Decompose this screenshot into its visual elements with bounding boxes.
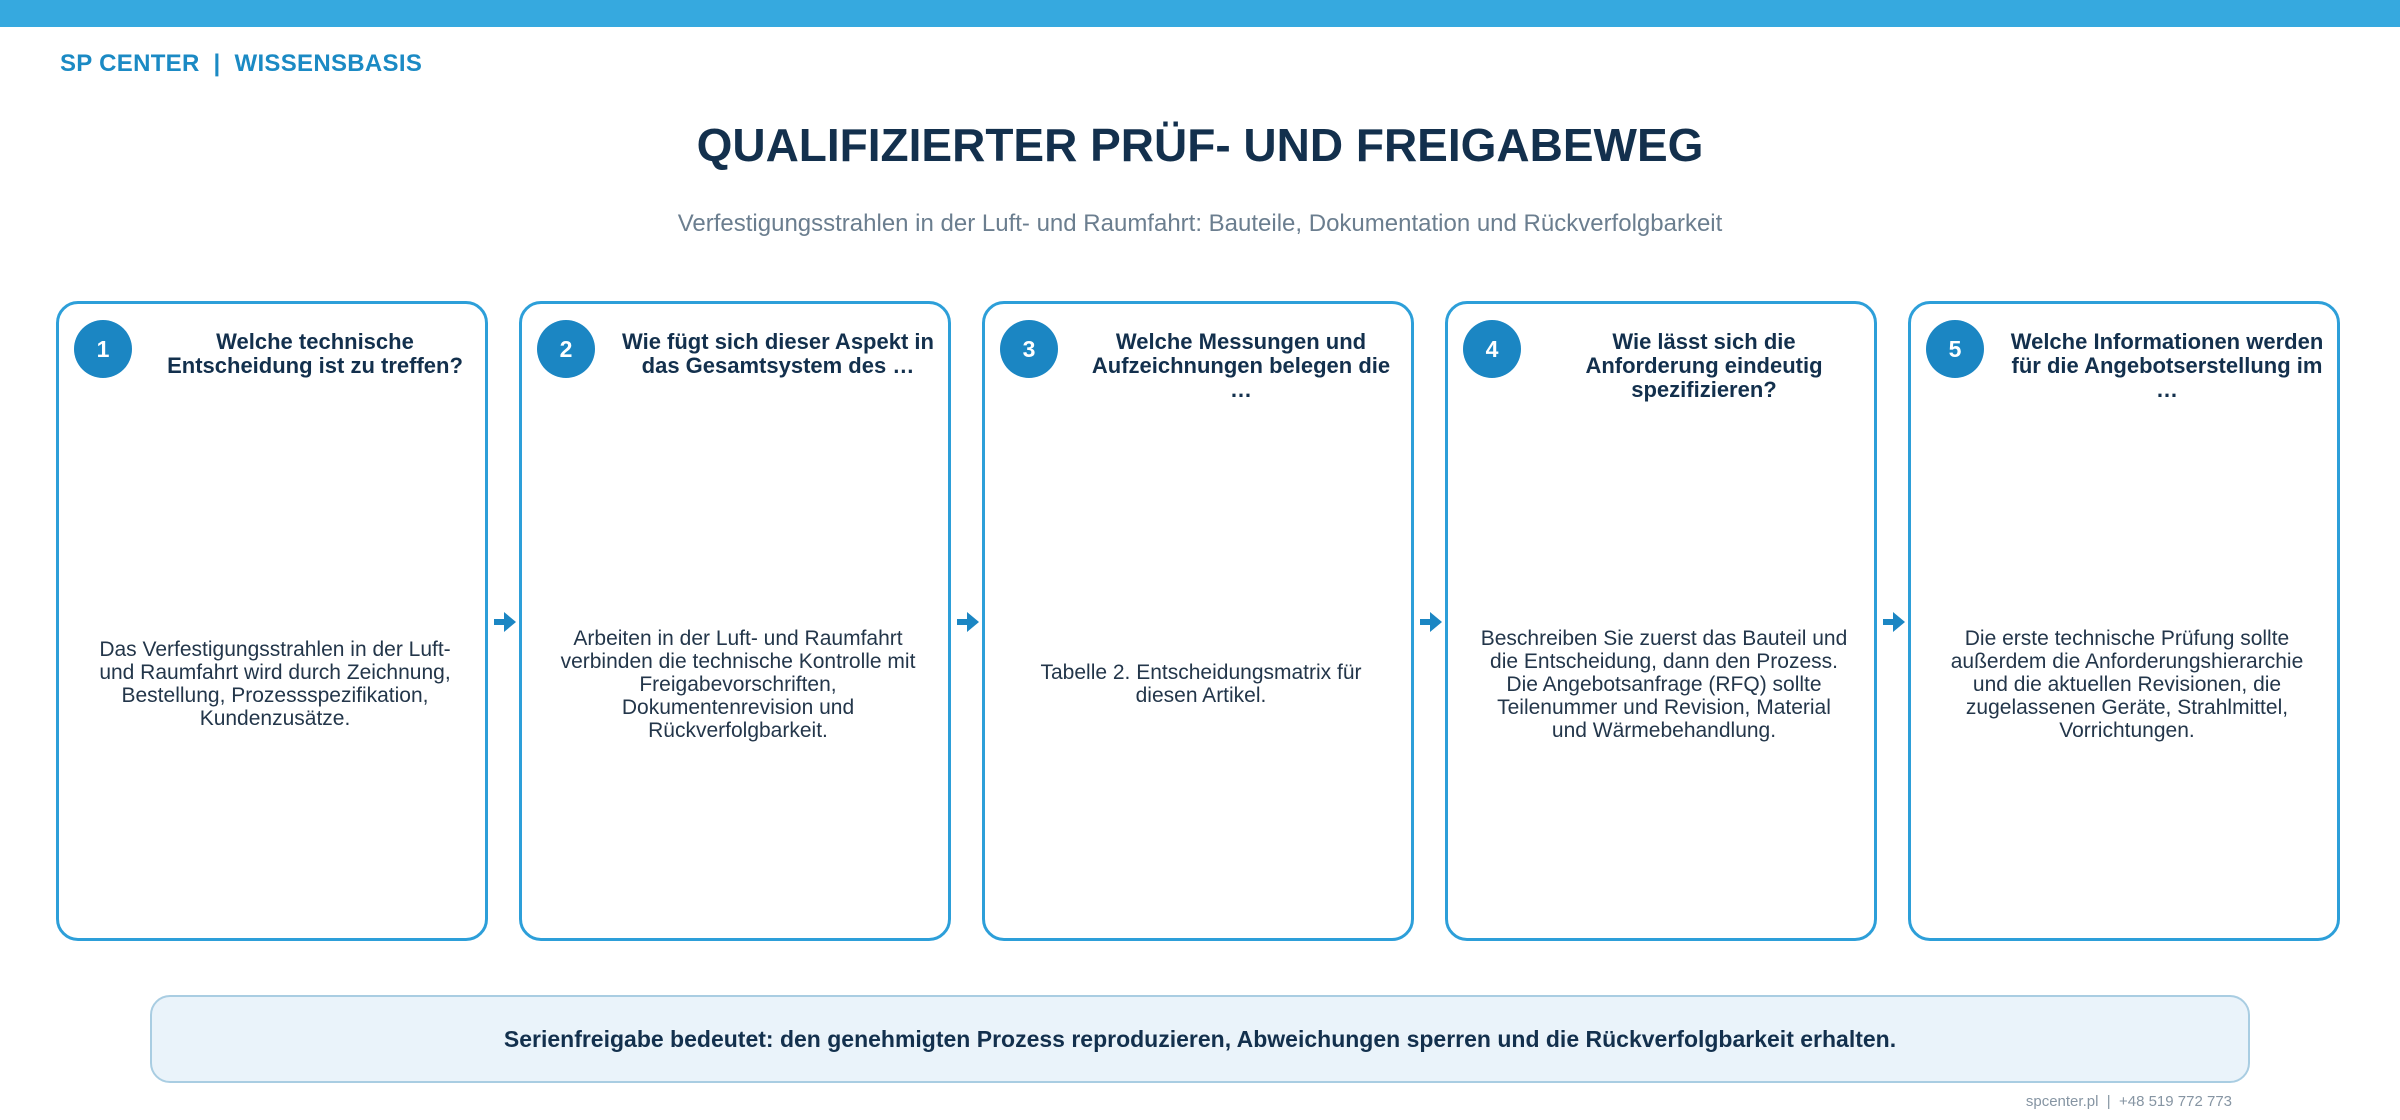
page-title: QUALIFIZIERTER PRÜF- UND FREIGABEWEG	[696, 119, 1704, 171]
step-card-1	[56, 301, 488, 941]
step-title: Wie fügt sich dieser Aspekt in das Gesamtsystem des …	[622, 329, 934, 378]
step-title: Welche Messungen und Aufzeichnungen belegen die …	[1091, 329, 1391, 402]
page-subtitle: Verfestigungsstrahlen in der Luft- und Raumfahrt: Bauteile, Dokumentation und Rückverfolgbarkeit	[677, 210, 1723, 237]
step-title: Wie lässt sich die Anforderung eindeutig spezifizieren?	[1585, 329, 1823, 402]
arrow-right-icon	[957, 609, 979, 635]
arrow-right-icon	[494, 609, 516, 635]
step-card-5	[1908, 301, 2340, 941]
step-number-badge: 2	[537, 320, 595, 378]
step-card-4	[1445, 301, 1877, 941]
step-number-badge: 4	[1463, 320, 1521, 378]
step-title: Welche technische Entscheidung ist zu treffen?	[167, 329, 463, 378]
step-number-badge: 1	[74, 320, 132, 378]
step-description: Beschreiben Sie zuerst das Bauteil und die Entscheidung, dann den Prozess. Die Angebotsanfrage (RFQ) sollte Teilenummer und Revision, Material und Wärmebehandlung.	[1480, 626, 1848, 742]
step-title: Welche Informationen werden für die Angebotserstellung im …	[2010, 329, 2324, 402]
footer-contact: spcenter.pl | +48 519 772 773	[2025, 1093, 2232, 1110]
step-description: Das Verfestigungsstrahlen in der Luft- und Raumfahrt wird durch Zeichnung, Bestellung, Prozessspezifikation, Kundenzusätze.	[99, 638, 451, 730]
step-card-3	[982, 301, 1414, 941]
step-number-badge: 5	[1926, 320, 1984, 378]
step-description: Tabelle 2. Entscheidungsmatrix für diesen Artikel.	[1040, 661, 1362, 707]
brand-label: SP CENTER | WISSENSBASIS	[60, 50, 423, 77]
step-card-2	[519, 301, 951, 941]
arrow-right-icon	[1883, 609, 1905, 635]
top-accent-bar	[0, 0, 2400, 27]
arrow-right-icon	[1420, 609, 1442, 635]
summary-text: Serienfreigabe bedeutet: den genehmigten Prozess reproduzieren, Abweichungen sperren und die Rückverfolgbarkeit erhalten.	[503, 1025, 1897, 1052]
summary-banner	[150, 995, 2250, 1083]
step-description: Die erste technische Prüfung sollte außerdem die Anforderungshierarchie und die aktuellen Revisionen, die zugelassenen Geräte, Strahlmittel, Vorrichtungen.	[1950, 626, 2304, 742]
step-number-badge: 3	[1000, 320, 1058, 378]
step-description: Arbeiten in der Luft- und Raumfahrt verbinden die technische Kontrolle mit Freigabevorschriften, Dokumentenrevision und Rückverfolgbarkeit.	[560, 626, 916, 742]
